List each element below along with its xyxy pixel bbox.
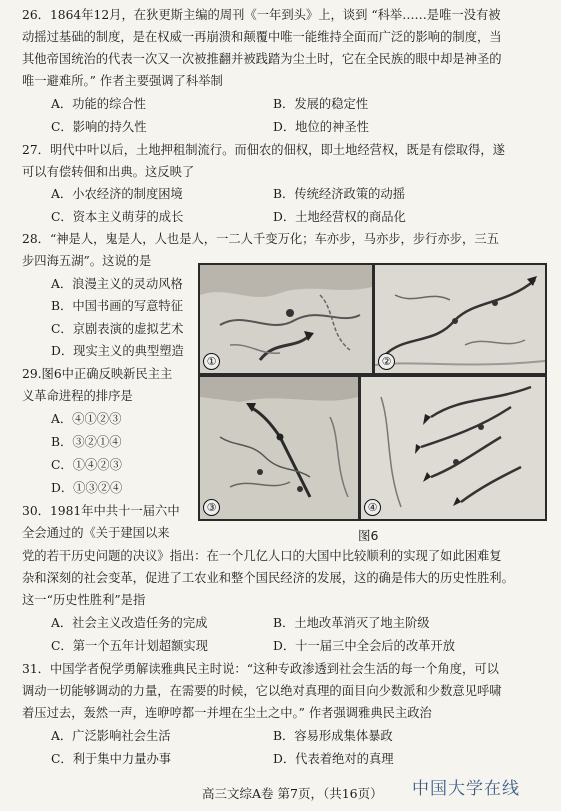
q26-stem-line-2: 动摇过基础的制度，是在权威一再崩溃和颠覆中唯一能维持全面而广泛的影响的制度，当 [22, 30, 502, 44]
page-footer: 高三文综A卷 第7页，（共16页） [202, 786, 383, 801]
figure-6-map-1 [198, 263, 374, 375]
q26-option-b: B．发展的稳定性 [273, 97, 369, 111]
figure-6-map-3 [198, 375, 360, 521]
q29-option-b: B．③②①④ [51, 435, 122, 449]
q31-stem-line-3: 着压过去，轰然一声，连咿哼都一并埋在尘土之中。” 作者强调雅典民主政治 [22, 706, 432, 720]
q28-option-a: A．浪漫主义的灵动风格 [51, 277, 183, 291]
q26-option-c: C．影响的持久性 [51, 120, 147, 134]
q30-stem-line-5: 这一“历史性胜利”是指 [22, 593, 146, 607]
q27-option-d: D．土地经营权的商品化 [273, 210, 406, 224]
figure-6-caption: 图6 [358, 528, 379, 543]
q27-stem-line-2: 可以有偿转佃和出典。这反映了 [22, 165, 195, 179]
q29-stem-line-2: 义革命进程的排序是 [22, 389, 133, 403]
q31-option-b: B．容易形成集体暴政 [273, 729, 393, 743]
q31-option-c: C．利于集中力量办事 [51, 752, 172, 766]
q30-stem-line-1: 30．1981年中共十一届六中 [22, 504, 180, 518]
q30-option-d: D．十一届三中全会后的改革开放 [273, 639, 456, 653]
q28-option-b: B．中国书画的写意特征 [51, 299, 184, 313]
figure-6-map-2 [373, 263, 547, 375]
q31-stem-line-1: 31．中国学者倪学勇解读雅典民主时说：“这种专政渗透到社会生活的每一个角度，可以 [22, 662, 499, 676]
q31-stem-line-2: 调动一切能够调动的力量，在需要的时候，它以绝对真理的面目向少数派和少数意见呼啸 [22, 684, 502, 698]
q30-stem-line-2: 全会通过的《关于建国以来 [22, 526, 170, 540]
q27-option-b: B．传统经济政策的动摇 [273, 187, 406, 201]
map-1-number: ① [203, 353, 220, 370]
q26-stem-line-1: 26．1864年12月，在狄更斯主编的周刊《一年到头》上，谈到 “科举……是唯一没有被 [22, 8, 501, 22]
q28-stem-line-1: 28．“神是人，鬼是人，人也是人，一二人千变万化；车亦步，马亦步，步行亦步，三五 [22, 232, 499, 246]
q29-option-d: D．①③②④ [51, 481, 123, 495]
q26-option-d: D．地位的神圣性 [273, 120, 369, 134]
map-3-number: ③ [203, 499, 220, 516]
q31-option-a: A．广泛影响社会生活 [51, 729, 171, 743]
q30-option-b: B．土地改革消灭了地主阶级 [273, 616, 430, 630]
q27-option-a: A．小农经济的制度困境 [51, 187, 183, 201]
q29-stem-line-1: 29.图6中正确反映新民主主 [22, 367, 173, 381]
q30-stem-line-4: 杂和深刻的社会变革，促进了工农业和整个国民经济的发展，这的确是伟大的历史性胜利。 [22, 571, 514, 585]
q26-stem-line-3: 其他帝国统治的代表一次又一次被推翻并被践踏为尘土时，它在全民族的眼中却是神圣的 [22, 52, 502, 66]
map-2-number: ② [378, 353, 395, 370]
watermark-text: 中国大学在线 [412, 779, 520, 799]
q29-option-a: A．④①②③ [51, 412, 122, 426]
q30-option-c: C．第一个五年计划超额实现 [51, 639, 208, 653]
map-4-number: ④ [364, 499, 381, 516]
q27-option-c: C．资本主义萌芽的成长 [51, 210, 184, 224]
q30-stem-line-3: 党的若干历史问题的决议》指出：在一个几亿人口的大国中比较顺利的实现了如此困难复 [22, 549, 502, 563]
q28-stem-line-2: 步四海五湖”。这说的是 [22, 254, 152, 268]
q30-option-a: A．社会主义改造任务的完成 [51, 616, 208, 630]
q27-stem-line-1: 27．明代中叶以后，土地押租制流行。而佃农的佃权，即土地经营权，既是有偿取得，遂 [22, 143, 505, 157]
q26-stem-line-4: 唯一避难所。” 作者主要强调了科举制 [22, 74, 223, 88]
q28-option-d: D．现实主义的典型塑造 [51, 344, 184, 358]
q26-option-a: A．功能的综合性 [51, 97, 146, 111]
q28-option-c: C．京剧表演的虚拟艺术 [51, 322, 184, 336]
figure-6-map-4 [359, 375, 547, 521]
q31-option-d: D．代表着绝对的真理 [273, 752, 394, 766]
q29-option-c: C．①④②③ [51, 458, 122, 472]
